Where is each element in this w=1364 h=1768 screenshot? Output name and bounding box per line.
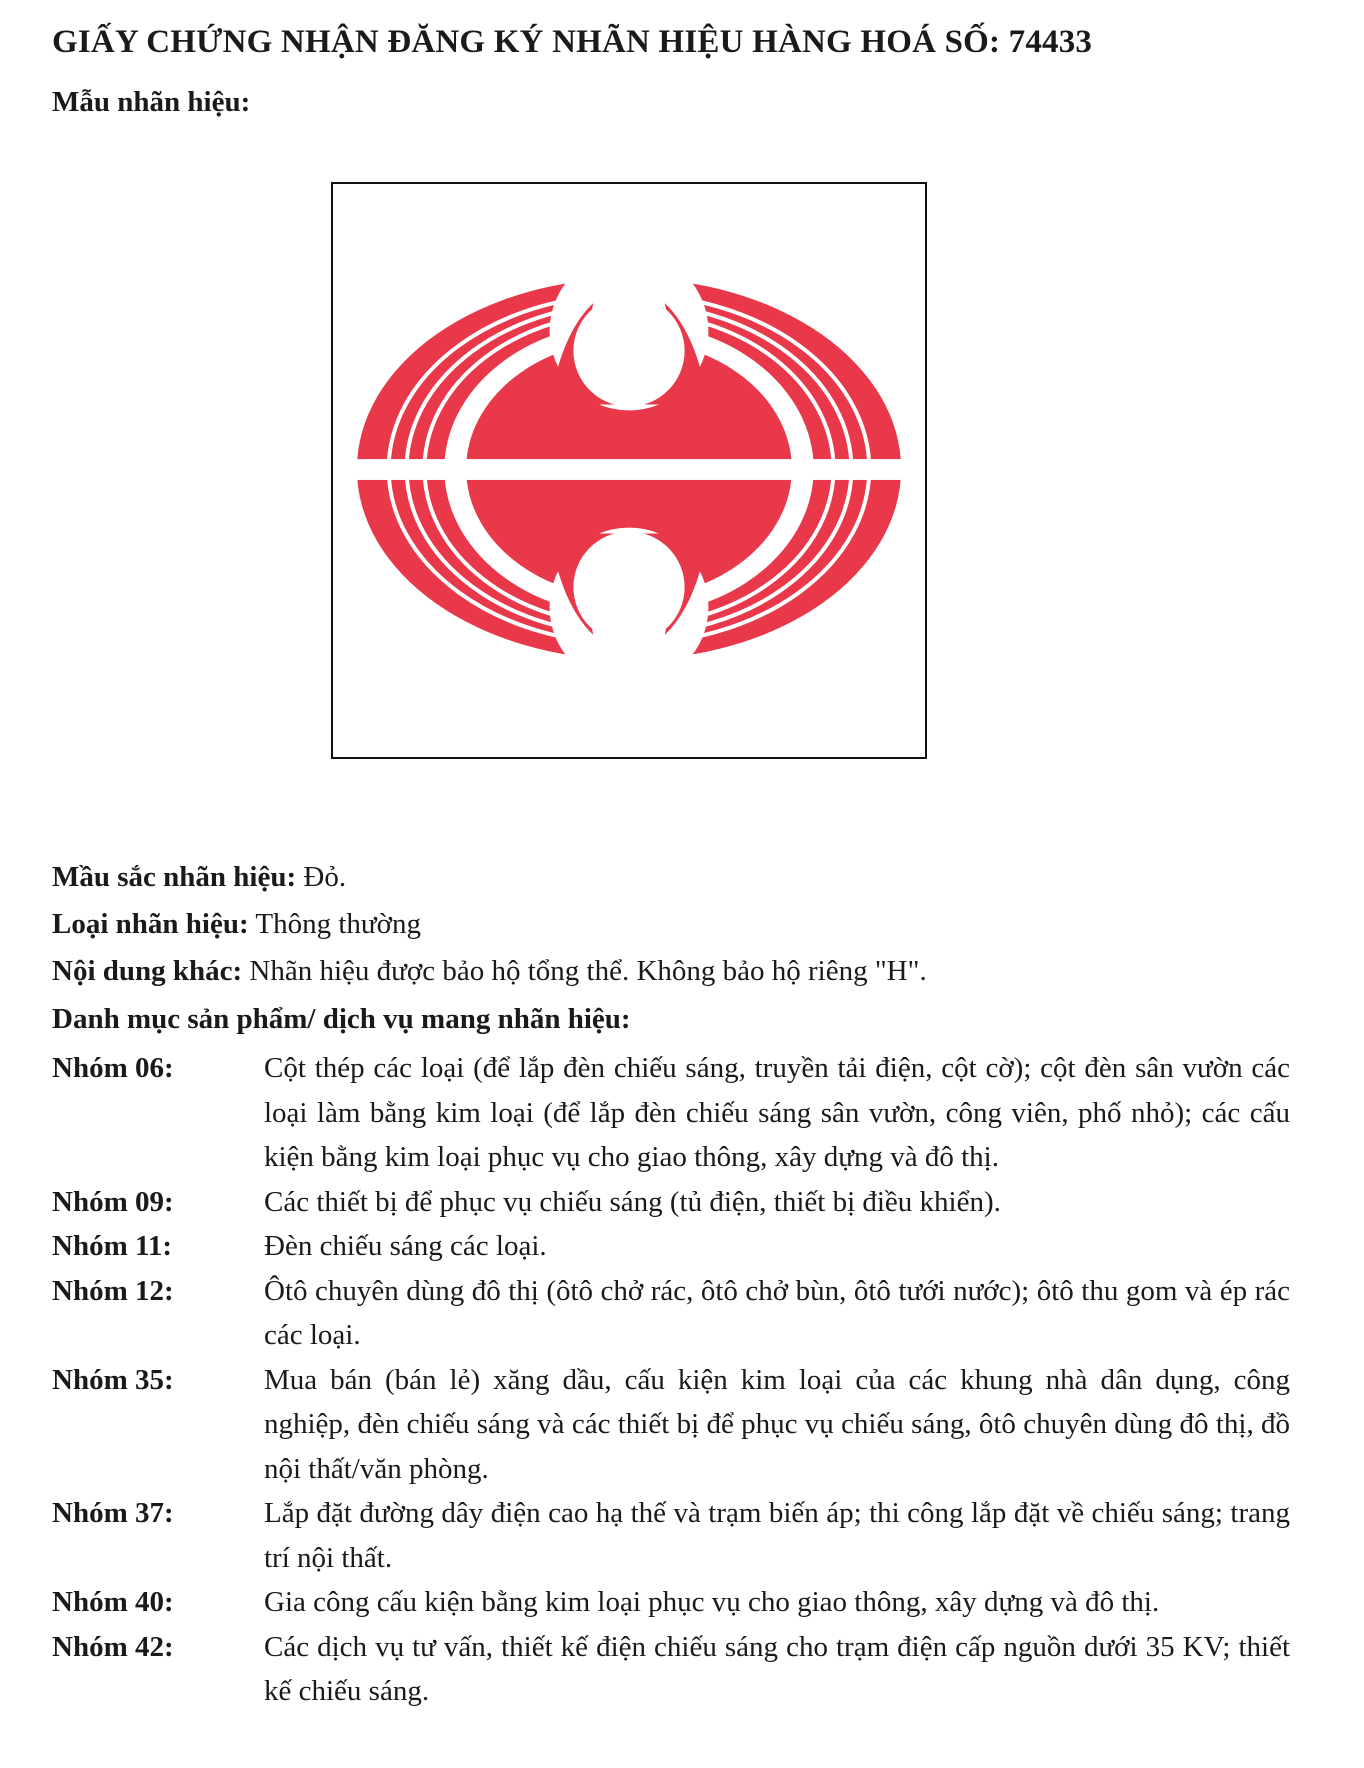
color-value: Đỏ. — [303, 861, 347, 893]
group-description: Cột thép các loại (để lắp đèn chiếu sáng, truyền tải điện, cột cờ); cột đèn sân vườn các loại làm bằng kim loại (để lắp đèn chiếu sáng sân vườn, công viên, phố nhỏ); các cấu kiện bằng kim loại phục vụ cho giao thông, xây dựng và đô thị. — [264, 1052, 1290, 1173]
other-label: Nội dung khác: — [52, 955, 243, 987]
type-label: Loại nhãn hiệu: — [52, 908, 249, 940]
type-value: Thông thường — [255, 908, 421, 940]
group-label: Nhóm 37: — [52, 1497, 174, 1529]
group-label: Nhóm 42: — [52, 1630, 174, 1663]
list-item — [52, 1046, 1292, 1180]
group-label: Nhóm 06: — [52, 1052, 174, 1084]
group-label: Nhóm 11: — [52, 1230, 173, 1262]
group-description: Lắp đặt đường dây điện cao hạ thế và trạm biến áp; thi công lắp đặt về chiếu sáng; trang trí nội thất. — [264, 1497, 1290, 1574]
group-label: Nhóm 35: — [52, 1363, 174, 1396]
other-value: Nhãn hiệu được bảo hộ tổng thể. Không bảo hộ riêng "H". — [249, 955, 927, 987]
list-heading-line — [52, 1003, 631, 1036]
group-list — [52, 1046, 1292, 1714]
group-label: Nhóm 09: — [52, 1185, 174, 1218]
group-label: Nhóm 40: — [52, 1586, 174, 1618]
group-description: Mua bán (bán lẻ) xăng dầu, cấu kiện kim loại của các khung nhà dân dụng, công nghiệp, đèn chiếu sáng và các thiết bị để phục vụ chiếu sáng, ôtô chuyên dùng đô thị, đồ nội thất/văn phòng. — [264, 1363, 1290, 1485]
group-description: Đèn chiếu sáng các loại. — [264, 1230, 547, 1262]
group-description: Gia công cấu kiện bằng kim loại phục vụ cho giao thông, xây dựng và đô thị. — [264, 1586, 1160, 1618]
list-item — [52, 1580, 1292, 1625]
group-label: Nhóm 12: — [52, 1274, 174, 1307]
list-item — [52, 1269, 1292, 1358]
group-description: Các dịch vụ tư vấn, thiết kế điện chiếu sáng cho trạm điện cấp nguồn dưới 35 KV; thiết kế chiếu sáng. — [264, 1630, 1290, 1707]
trademark-sample-frame — [331, 182, 927, 759]
color-line — [52, 861, 346, 894]
trademark-logo-icon — [333, 184, 925, 757]
page-title: GIẤY CHỨNG NHẬN ĐĂNG KÝ NHÃN HIỆU HÀNG HOÁ SỐ: 74433 — [52, 24, 1093, 60]
other-line — [52, 955, 927, 988]
list-item — [52, 1358, 1292, 1492]
trademark-sample-label: Mẫu nhãn hiệu: — [52, 86, 251, 118]
color-label: Mầu sắc nhãn hiệu: — [52, 861, 297, 893]
list-item — [52, 1491, 1292, 1580]
list-item — [52, 1224, 1292, 1269]
list-heading: Danh mục sản phẩm/ dịch vụ mang nhãn hiệu: — [52, 1003, 631, 1035]
type-line — [52, 908, 421, 941]
list-item — [52, 1625, 1292, 1714]
list-item — [52, 1180, 1292, 1225]
group-description: Ôtô chuyên dùng đô thị (ôtô chở rác, ôtô chở bùn, ôtô tưới nước); ôtô thu gom và ép rác các loại. — [264, 1274, 1290, 1351]
group-description: Các thiết bị để phục vụ chiếu sáng (tủ điện, thiết bị điều khiển). — [264, 1185, 1001, 1218]
